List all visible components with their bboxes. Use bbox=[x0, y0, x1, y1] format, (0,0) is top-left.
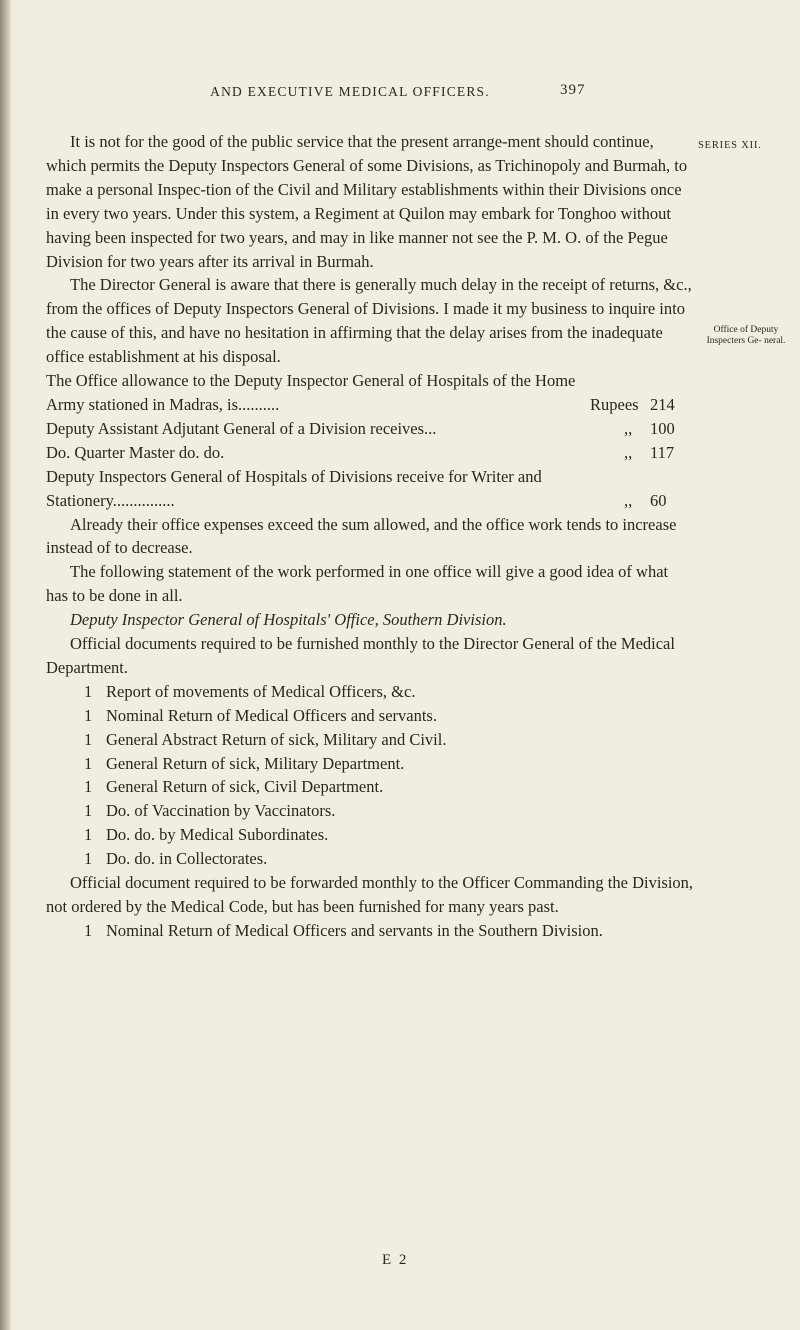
paragraph-inspection: It is not for the good of the public service that the present arrange-ment should continue, which permits the Deputy Inspectors General of some Divisions, as Trichinopoly and Burmah, to make a personal Inspec-tion of the Civil and Military establishments within their Divisions once in every two years. Under this system, a Regiment at Quilon may embark for Tonghoo without having been inspected for two years, and may in like manner not see the P. M. O. of the Pegue Division for two years after its arrival in Burmah. bbox=[46, 132, 688, 271]
signature-mark: E 2 bbox=[382, 1252, 409, 1268]
series-note: SERIES XII. bbox=[698, 140, 762, 151]
item-count: 1 bbox=[84, 825, 93, 845]
item-count: 1 bbox=[84, 753, 93, 773]
command-returns-list bbox=[46, 919, 694, 943]
allowance-leader: ... bbox=[424, 418, 437, 438]
side-note: Office of Deputy Inspecters Ge- neral. bbox=[706, 325, 786, 346]
item-count: 1 bbox=[84, 801, 93, 821]
allowance-amount: 100 bbox=[650, 418, 675, 438]
list-item bbox=[46, 775, 694, 799]
item-count: 1 bbox=[84, 920, 93, 940]
allowance-label: Deputy Inspectors General of Hospitals of Divisions receive for Writer and Stationery bbox=[46, 466, 542, 510]
monthly-returns-list bbox=[46, 680, 694, 871]
allowance-label: The Office allowance to the Deputy Inspector General of Hospitals of the Home Army stationed in Madras, is bbox=[46, 371, 576, 414]
paragraph-delay: The Director General is aware that there is generally much delay in the receipt of returns, &c., from the offices of Deputy Inspectors General of Divisions. I made it my business to inquire into the cause of this, and have no hesitation in affirming that the delay arises from the inadequate office establishment at his disposal. bbox=[46, 275, 692, 367]
paragraph-statement: The following statement of the work performed in one office will give a good idea of what has to be done in all. bbox=[46, 562, 669, 606]
allowance-symbol: ,, bbox=[624, 490, 633, 510]
allowance-label: Do. Quarter Master do. do. bbox=[46, 442, 225, 462]
item-count: 1 bbox=[84, 729, 93, 749]
item-text: Nominal Return of Medical Officers and servants in the Southern Division. bbox=[106, 920, 603, 940]
item-text: Do. of Vaccination by Vaccinators. bbox=[106, 801, 336, 821]
allowance-leader: .......... bbox=[238, 394, 280, 414]
item-text: Do. do. by Medical Subordinates. bbox=[106, 825, 329, 845]
allowance-row bbox=[46, 465, 694, 513]
item-count: 1 bbox=[84, 777, 93, 797]
list-item bbox=[46, 752, 694, 776]
item-text: General Return of sick, Military Department. bbox=[106, 753, 405, 773]
page-number: 397 bbox=[560, 82, 586, 98]
item-text: Do. do. in Collectorates. bbox=[106, 849, 268, 869]
body-text bbox=[46, 130, 694, 943]
paragraph-expenses: Already their office expenses exceed the sum allowed, and the office work tends to increase instead of to decrease. bbox=[46, 514, 677, 558]
section-heading: Deputy Inspector General of Hospitals' Office, Southern Division. bbox=[70, 610, 507, 630]
item-text: Nominal Return of Medical Officers and servants. bbox=[106, 705, 437, 725]
allowance-label: Deputy Assistant Adjutant General of a Division receives bbox=[46, 418, 425, 438]
allowance-row bbox=[46, 441, 694, 465]
list-item bbox=[46, 704, 694, 728]
allowance-symbol: ,, bbox=[624, 442, 633, 462]
list-item bbox=[46, 728, 694, 752]
allowance-row bbox=[46, 417, 694, 441]
allowance-amount: 214 bbox=[650, 394, 675, 414]
allowance-amount: 117 bbox=[650, 442, 675, 462]
allowance-symbol: ,, bbox=[624, 418, 633, 438]
running-title: AND EXECUTIVE MEDICAL OFFICERS. bbox=[210, 84, 490, 99]
list-item bbox=[46, 799, 694, 823]
list-item bbox=[46, 847, 694, 871]
item-count: 1 bbox=[84, 705, 93, 725]
allowance-amount: 60 bbox=[650, 490, 667, 510]
item-count: 1 bbox=[84, 681, 93, 701]
list-item bbox=[46, 680, 694, 704]
item-text: General Return of sick, Civil Department. bbox=[106, 777, 384, 797]
item-text: Report of movements of Medical Officers, &c. bbox=[106, 681, 416, 701]
list-item bbox=[46, 823, 694, 847]
list-item bbox=[46, 919, 694, 943]
paragraph-monthly-docs: Official documents required to be furnished monthly to the Director General of the Medical Department. bbox=[46, 634, 675, 677]
paragraph-command-doc: Official document required to be forwarded monthly to the Officer Commanding the Division, not ordered by the Medical Code, but has been furnished for many years past. bbox=[46, 873, 694, 916]
allowance-row bbox=[46, 369, 694, 417]
item-text: General Abstract Return of sick, Military and Civil. bbox=[106, 729, 447, 749]
allowance-leader: ............... bbox=[112, 490, 175, 510]
item-count: 1 bbox=[84, 849, 93, 869]
allowance-symbol: Rupees bbox=[590, 394, 639, 414]
allowance-list bbox=[46, 369, 694, 512]
